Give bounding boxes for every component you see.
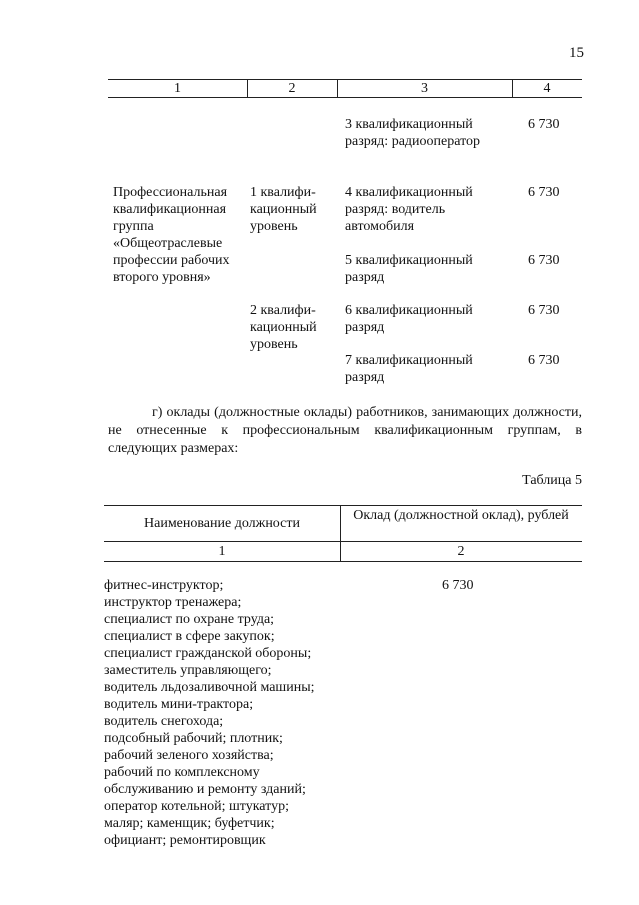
level-1-name: 1 квалифи-кационный уровень: [250, 185, 317, 234]
list-item: обслуживанию и ремонту зданий;: [104, 782, 306, 797]
list-item: инструктор тренажера;: [104, 595, 242, 610]
list-item: официант; ремонтировщик: [104, 833, 266, 848]
list-item: водитель снегохода;: [104, 714, 224, 729]
list-item: специалист по охране труда;: [104, 612, 275, 627]
table4-header-bottom-border: [108, 97, 582, 98]
qualification-cell: 3 квалификационный разряд: радиооператор: [345, 117, 481, 149]
list-item: фитнес-инструктор;: [104, 578, 224, 593]
table5-col-number: 2: [457, 544, 465, 559]
qualification-cell: 6 квалификационный разряд: [345, 303, 473, 335]
table5-header-top-border: [104, 505, 582, 506]
table5-header-bottom-border: [104, 561, 582, 562]
list-item: маляр; каменщик; буфетчик;: [104, 816, 275, 831]
salary-cell: 6 730: [528, 185, 560, 200]
table5-header-mid-border: [104, 541, 582, 542]
list-item: рабочий по комплексному: [104, 765, 260, 780]
table5-col1-header: Наименование должности: [144, 516, 300, 531]
salary-cell: 6 730: [528, 353, 560, 368]
salary-cell: 6 730: [528, 303, 560, 318]
table5-caption: Таблица 5: [522, 473, 582, 488]
table4-col-number: 4: [543, 81, 551, 96]
table5-salary-cell: 6 730: [442, 578, 474, 593]
group-name-cell: Профессиональная квалификационная группа «Общеотраслевые профессии рабочих второго уровня»: [113, 185, 230, 285]
qualification-cell: 5 квалификационный разряд: [345, 253, 473, 285]
salary-cell: 6 730: [528, 117, 560, 132]
table5-col2-header: Оклад (должностной оклад), рублей: [353, 508, 569, 523]
table5-positions-list: [104, 577, 340, 849]
qualification-cell: 7 квалификационный разряд: [345, 353, 473, 385]
table4-col-number: 1: [174, 81, 181, 96]
level-2-name: 2 квалифи-кационный уровень: [250, 303, 317, 352]
list-item: водитель мини-трактора;: [104, 697, 254, 712]
qualification-cell: 4 квалификационный разряд: водитель автомобиля: [345, 185, 473, 234]
page-number: 15: [569, 45, 584, 61]
list-item: оператор котельной; штукатур;: [104, 799, 289, 814]
table4-col-number: 3: [421, 81, 428, 96]
salary-cell: 6 730: [528, 253, 560, 268]
table5-col-number: 1: [218, 544, 226, 559]
list-item: подсобный рабочий; плотник;: [104, 731, 283, 746]
list-item: заместитель управляющего;: [104, 663, 272, 678]
list-item: специалист в сфере закупок;: [104, 629, 275, 644]
list-item: водитель льдозаливочной машины;: [104, 680, 315, 695]
list-item: специалист гражданской обороны;: [104, 646, 312, 661]
list-item: рабочий зеленого хозяйства;: [104, 748, 274, 763]
table4-col-number: 2: [288, 81, 296, 96]
paragraph-g: г) оклады (должностные оклады) работников, занимающих должности, не отнесенные к профессиональным квалификационным группам, в следующих размерах:: [108, 405, 582, 456]
